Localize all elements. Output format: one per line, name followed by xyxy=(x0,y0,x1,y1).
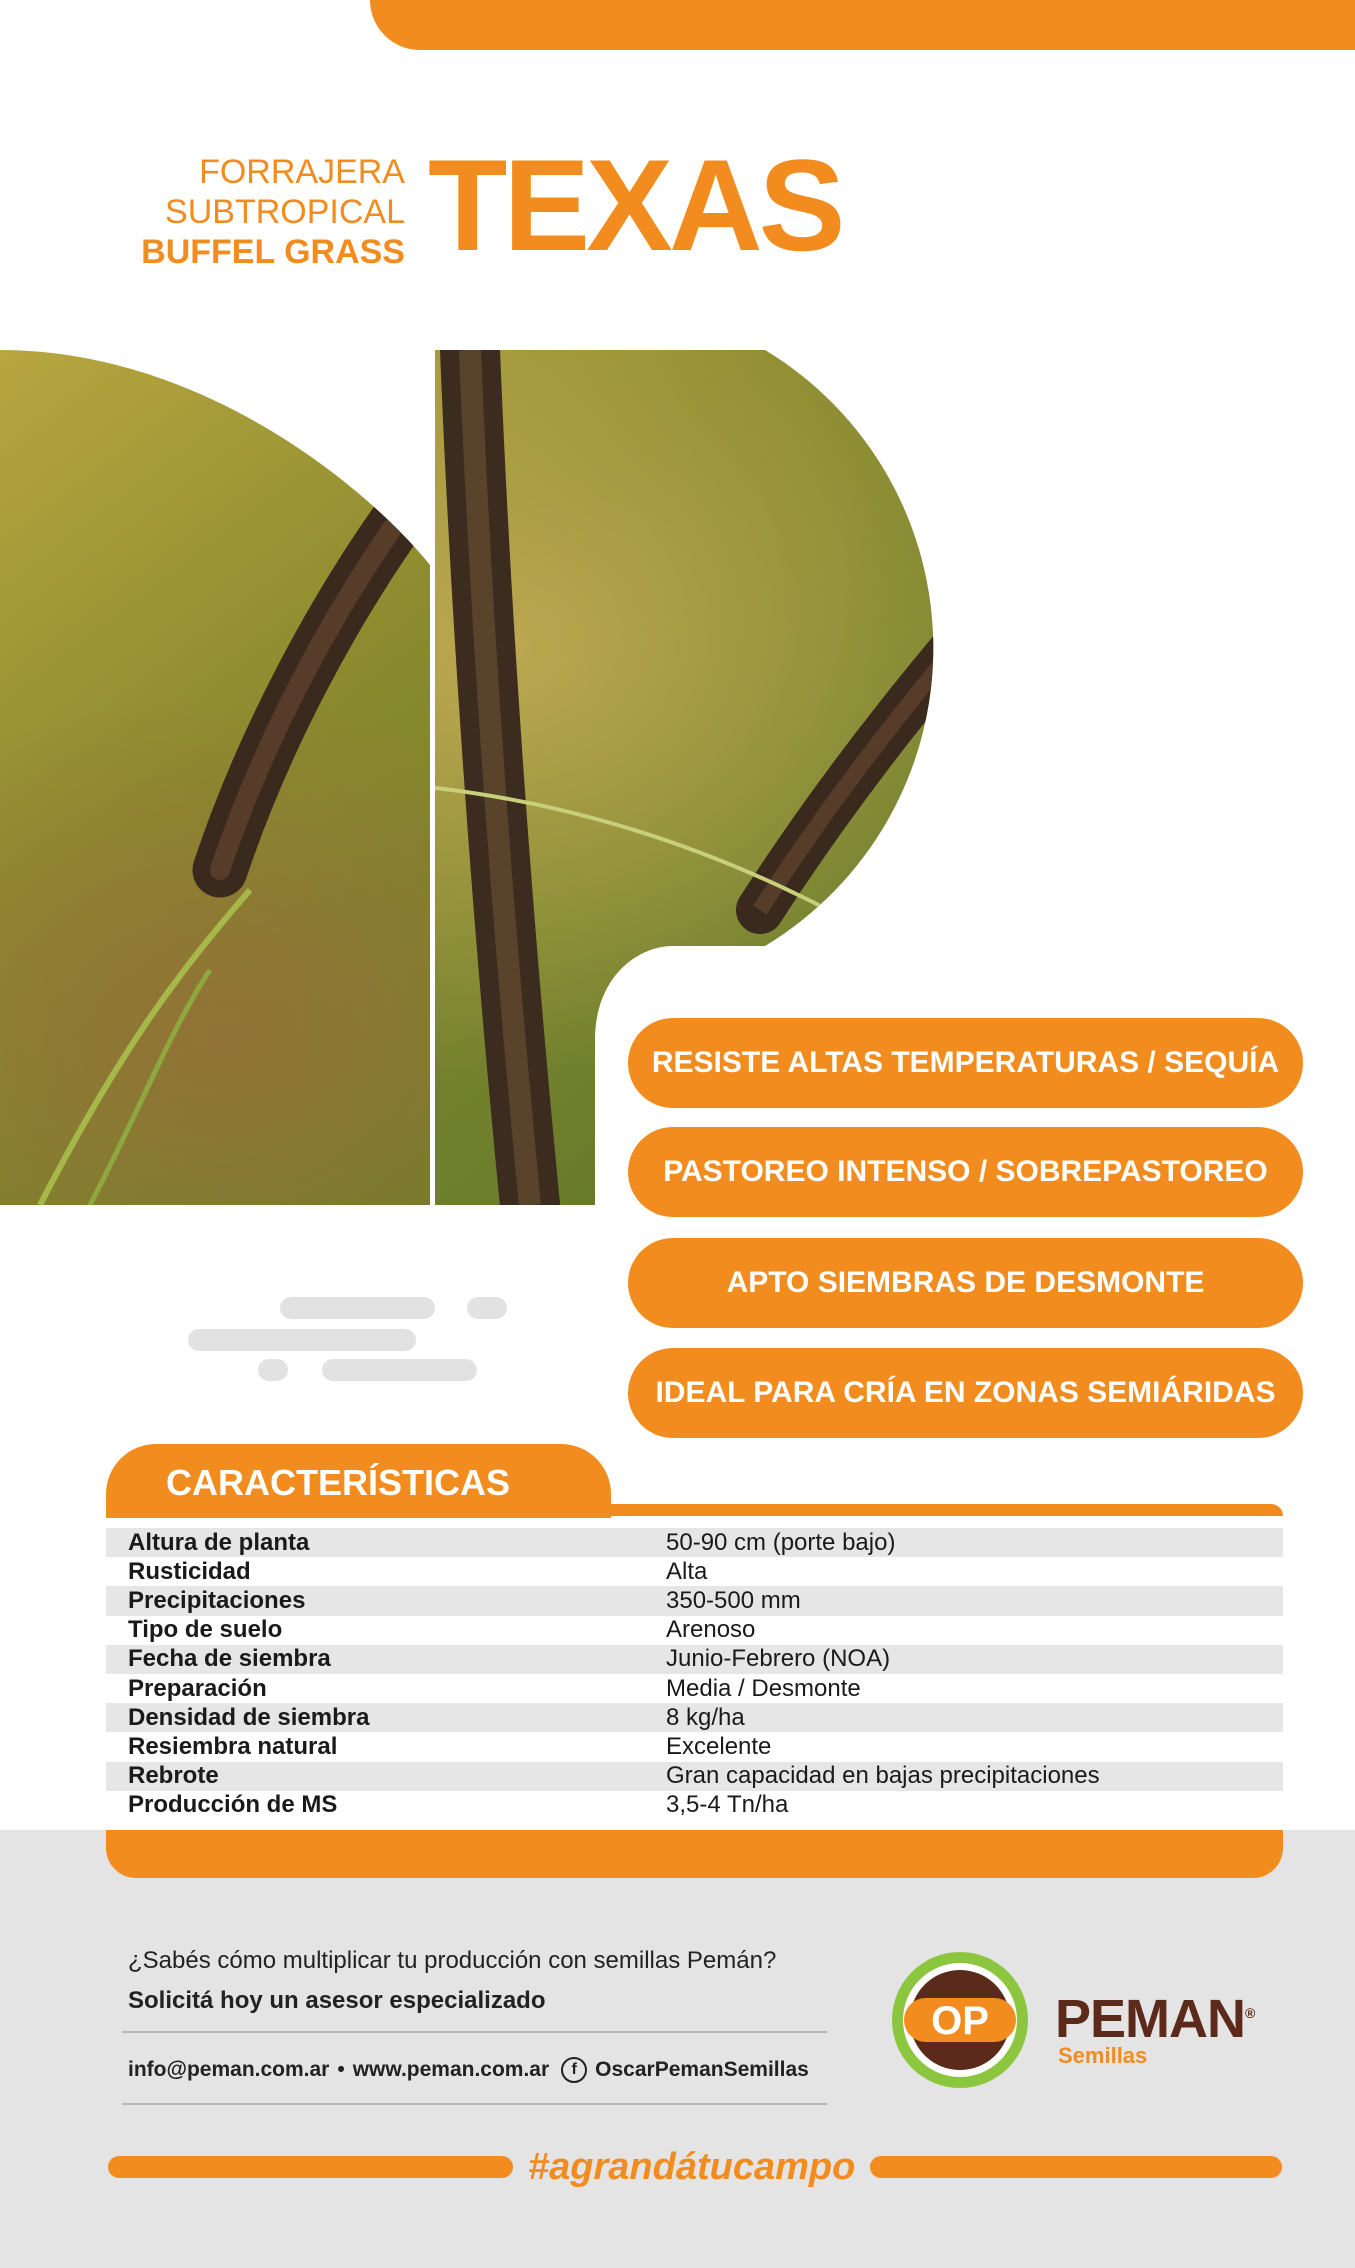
decor-line xyxy=(280,1297,435,1319)
decor-line xyxy=(467,1297,507,1319)
spec-label: Rebrote xyxy=(128,1762,219,1790)
decor-line xyxy=(188,1329,416,1351)
table-row xyxy=(106,1791,1283,1820)
spec-value: Arenoso xyxy=(666,1616,756,1644)
spec-label: Tipo de suelo xyxy=(128,1616,283,1644)
product-category xyxy=(100,152,405,272)
footer-accent-bar xyxy=(106,1830,1283,1878)
characteristics-rule xyxy=(106,1504,1283,1516)
spec-label: Producción de MS xyxy=(128,1791,338,1819)
spec-label: Densidad de siembra xyxy=(128,1703,370,1731)
email-link[interactable]: info@peman.com.ar xyxy=(128,2058,330,2081)
facebook-link[interactable]: OscarPemanSemillas xyxy=(595,2058,809,2081)
facebook-icon[interactable]: f xyxy=(561,2057,587,2083)
characteristics-title: CARACTERÍSTICAS xyxy=(166,1462,511,1503)
hashtag-bar-right xyxy=(870,2156,1282,2178)
top-accent-bar xyxy=(370,0,1355,50)
spec-value: 8 kg/ha xyxy=(666,1703,745,1731)
table-row xyxy=(106,1703,1283,1732)
table-row xyxy=(106,1645,1283,1674)
table-row xyxy=(106,1762,1283,1791)
separator-dot: • xyxy=(337,2058,345,2081)
logo-letters: OP xyxy=(931,1999,989,2043)
table-row xyxy=(106,1674,1283,1703)
feature-pill-heat: RESISTE ALTAS TEMPERATURAS / SEQUÍA xyxy=(628,1018,1303,1108)
divider xyxy=(122,2031,827,2033)
category-line-3: BUFFEL GRASS xyxy=(141,233,405,271)
decor-line xyxy=(258,1359,288,1381)
decor-line xyxy=(322,1359,477,1381)
spec-value: 50-90 cm (porte bajo) xyxy=(666,1528,896,1556)
product-title: TEXAS xyxy=(428,132,842,278)
spec-value: 3,5-4 Tn/ha xyxy=(666,1791,789,1819)
feature-pill-grazing: PASTOREO INTENSO / SOBREPASTOREO xyxy=(628,1127,1303,1217)
footer xyxy=(0,1830,1355,2268)
characteristics-table xyxy=(106,1528,1283,1820)
divider xyxy=(122,2103,827,2105)
table-row xyxy=(106,1616,1283,1645)
table-row xyxy=(106,1586,1283,1615)
footer-cta: Solicitá hoy un asesor especializado xyxy=(128,1987,546,2014)
spec-label: Precipitaciones xyxy=(128,1586,306,1614)
table-row xyxy=(106,1528,1283,1557)
spec-value: Junio-Febrero (NOA) xyxy=(666,1645,891,1673)
feature-pill-clearing: APTO SIEMBRAS DE DESMONTE xyxy=(628,1238,1303,1328)
spec-label: Preparación xyxy=(128,1674,267,1702)
hashtag-bar-left xyxy=(108,2156,513,2178)
spec-value: 350-500 mm xyxy=(666,1586,801,1614)
spec-value: Media / Desmonte xyxy=(666,1674,861,1702)
peman-logo-icon xyxy=(890,1950,1030,2090)
spec-label: Fecha de siembra xyxy=(128,1645,331,1673)
contact-line xyxy=(128,2057,809,2083)
brand-subtitle: Semillas xyxy=(1058,2043,1148,2068)
brand-name: PEMAN® xyxy=(1055,1989,1255,2049)
category-line-2: SUBTROPICAL xyxy=(165,193,405,231)
category-line-1: FORRAJERA xyxy=(199,153,405,191)
spec-label: Resiembra natural xyxy=(128,1732,338,1760)
footer-question: ¿Sabés cómo multiplicar tu producción con semillas Pemán? xyxy=(128,1947,777,1974)
hashtag: #agrandátucampo xyxy=(528,2146,856,2188)
spec-label: Rusticidad xyxy=(128,1557,251,1585)
spec-value: Alta xyxy=(666,1557,708,1585)
table-row xyxy=(106,1557,1283,1586)
table-row xyxy=(106,1732,1283,1761)
website-link[interactable]: www.peman.com.ar xyxy=(352,2058,550,2081)
spec-value: Excelente xyxy=(666,1732,772,1760)
spec-value: Gran capacidad en bajas precipitaciones xyxy=(666,1762,1100,1790)
spec-label: Altura de planta xyxy=(128,1528,310,1556)
feature-pill-semiarid: IDEAL PARA CRÍA EN ZONAS SEMIÁRIDAS xyxy=(628,1348,1303,1438)
